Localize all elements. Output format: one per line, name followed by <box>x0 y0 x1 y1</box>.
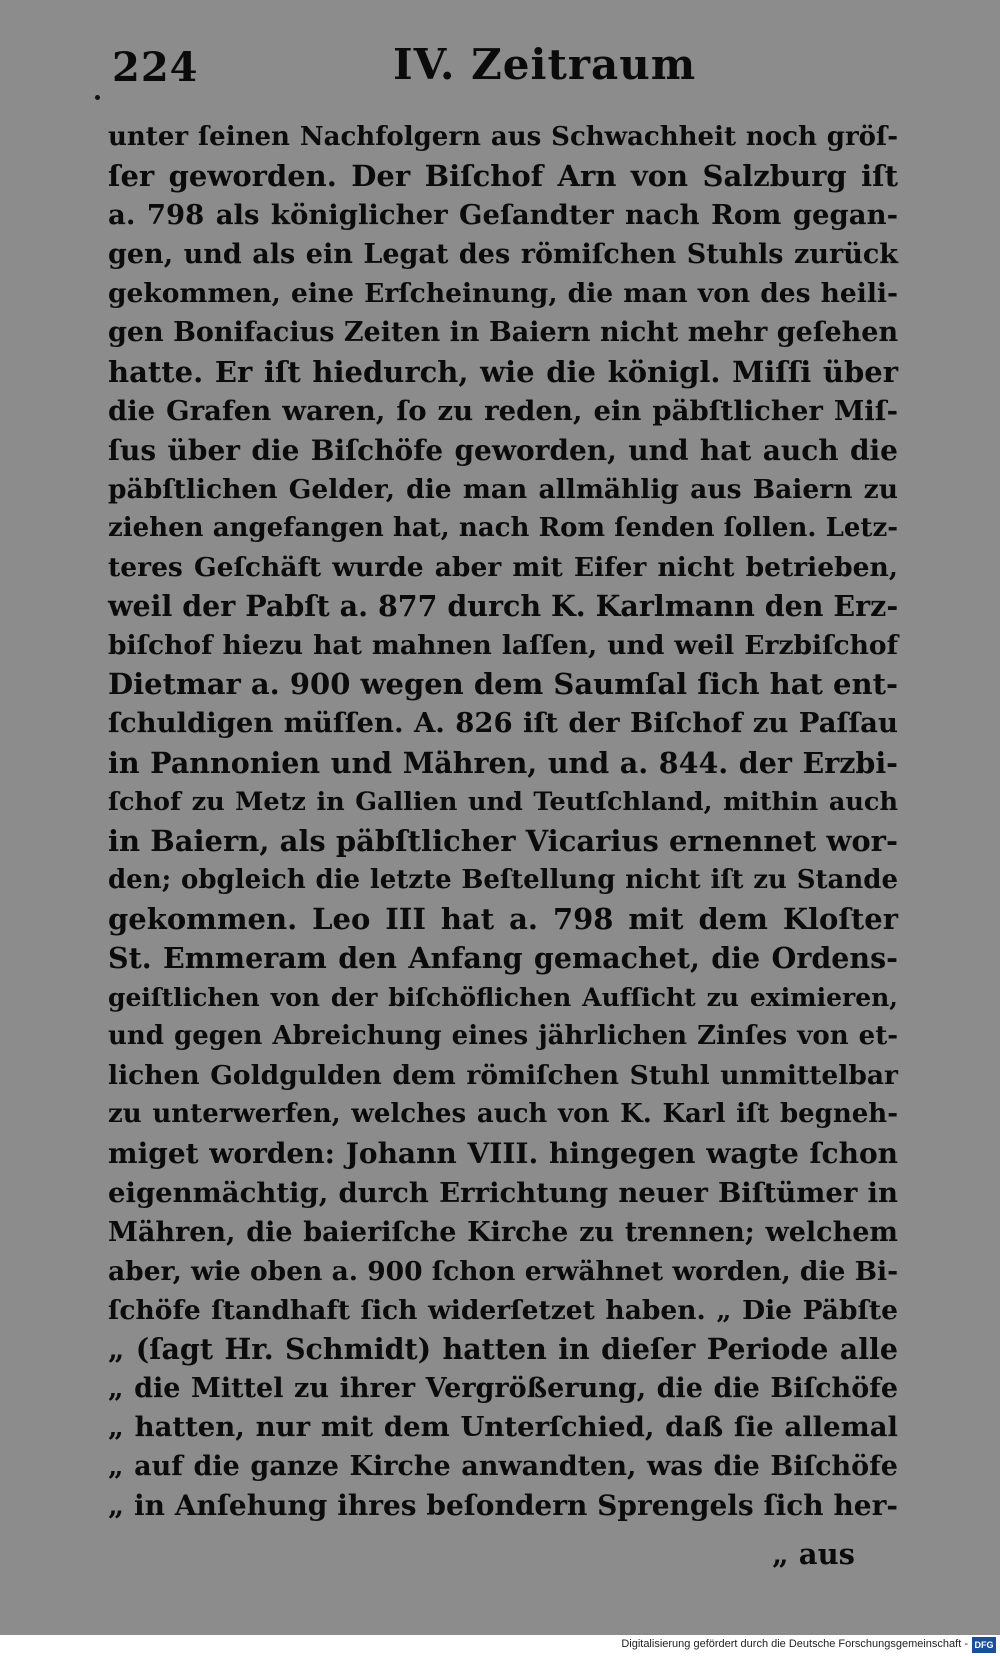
text-line: zu unterwerfen, welches auch von K. Karl iſt begneh- <box>108 1099 898 1130</box>
text-line: eigenmächtig, durch Errichtung neuer Biſtümer in <box>108 1176 898 1209</box>
text-line: gen, und als ein Legat des römiſchen Stuhls zurück <box>108 239 898 271</box>
body-text <box>108 118 898 1525</box>
text-line: St. Emmeram den Anfang gemachet, die Ordens- <box>108 940 898 975</box>
footer-bar <box>0 1635 1000 1656</box>
text-line: „ (ſagt Hr. Schmidt) hatten in dieſer Periode alle <box>108 1331 898 1366</box>
text-line: weil der Pabſt a. 877 durch K. Karlmann den Erz- <box>108 589 899 624</box>
text-line: gekommen, eine Erſcheinung, die man von des heili- <box>108 278 898 310</box>
text-line: lichen Goldgulden dem römiſchen Stuhl unmittelbar <box>108 1060 898 1092</box>
text-line: teres Geſchäft wurde aber mit Eifer nicht betrieben, <box>108 552 898 584</box>
text-line: Mähren, die baieriſche Kirche zu trennen; welchem <box>108 1216 898 1248</box>
text-line: die Grafen waren, ſo zu reden, ein päbſtlicher Miſ- <box>108 394 898 427</box>
text-line: ſus über die Biſchöfe geworden, und hat auch die <box>108 433 898 467</box>
text-line: gen Bonifacius Zeiten in Baiern nicht mehr geſehen <box>108 317 899 349</box>
text-line: „ hatten, nur mit dem Unterſchied, daß ſie allemal <box>108 1411 898 1444</box>
catchword: „ aus <box>772 1537 855 1571</box>
text-line: gekommen. Leo III hat a. 798 mit dem Kloſter <box>108 901 898 936</box>
text-line: den; obgleich die letzte Beſtellung nicht iſt zu Stande <box>108 864 898 895</box>
text-line: ziehen angefangen hat, nach Rom ſenden ſollen. Letz- <box>108 512 898 543</box>
text-line: Dietmar a. 900 wegen dem Saumſal ſich hat ent- <box>108 667 898 702</box>
running-head: IV. Zeitraum <box>393 40 697 89</box>
text-line: a. 798 als königlicher Geſandter nach Rom gegan- <box>108 199 898 232</box>
text-line: unter ſeinen Nachfolgern aus Schwachheit noch gröſ- <box>108 122 898 152</box>
text-line: geiſtlichen von der biſchöflichen Aufſicht zu eximieren, <box>108 983 898 1013</box>
text-line: und gegen Abreichung eines jährlichen Zinſes von et- <box>108 1021 898 1052</box>
text-line: ſchuldigen müſſen. A. 826 iſt der Biſchof zu Paſſau <box>108 707 898 740</box>
text-line: miget worden: Johann VIII. hingegen wagte ſchon <box>108 1137 898 1171</box>
text-line: ſchöfe ſtandhaft ſich widerſetzet haben. „ Die Päbſte <box>108 1294 898 1326</box>
ink-dot <box>95 95 100 100</box>
text-line: hatte. Er iſt hiedurch, wie die königl. Miſſi über <box>108 354 898 389</box>
text-line: ſer geworden. Der Biſchof Arn von Salzburg iſt <box>108 159 898 194</box>
text-line: in Baiern, als päbſtlicher Vicarius ernennet wor- <box>108 823 898 858</box>
page-number: 224 <box>112 44 199 91</box>
text-line: „ in Anſehung ihres beſondern Sprengels ſich her- <box>108 1489 898 1523</box>
text-line: päbſtlichen Gelder, die man allmählig aus Baiern zu <box>108 473 898 505</box>
text-line: aber, wie oben a. 900 ſchon erwähnet worden, die Bi- <box>108 1255 899 1287</box>
text-line: ſchof zu Metz in Gallien und Teutſchland, mithin auch <box>108 786 898 817</box>
text-line: in Pannonien und Mähren, und a. 844. der Erzbi- <box>108 745 898 780</box>
dfg-logo-icon: DFG <box>972 1637 996 1653</box>
text-line: „ die Mittel zu ihrer Vergrößerung, die die Biſchöfe <box>108 1373 898 1404</box>
funding-credit: Digitalisierung gefördert durch die Deutsche Forschungsgemeinschaft - <box>621 1638 968 1650</box>
text-line: biſchof hiezu hat mahnen laſſen, und weil Erzbiſchof <box>108 630 898 662</box>
text-line: „ auf die ganze Kirche anwandten, was die Biſchöfe <box>108 1451 898 1483</box>
